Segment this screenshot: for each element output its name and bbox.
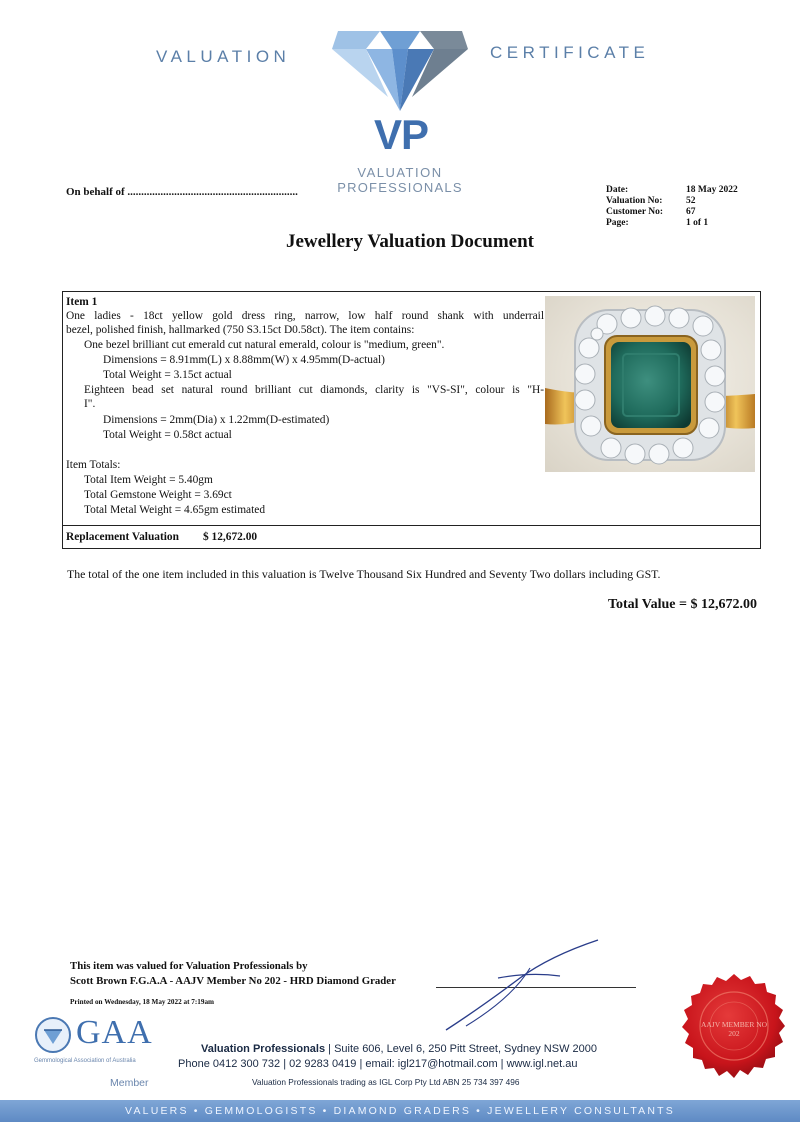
item-description-line2: bezel, polished finish, hallmarked (750 S3.15ct D0.58ct). The item contains: [66,324,415,336]
printed-on: Printed on Wednesday, 18 May 2022 at 7:19am [70,998,215,1006]
diamond-description-line2: I". [84,398,96,410]
header-certificate-word: CERTIFICATE [490,43,650,62]
gaa-globe-icon [34,1016,72,1054]
meta-values [686,185,738,229]
emerald-weight: Total Weight = 3.15ct actual [103,369,232,381]
footer-street: | Suite 606, Level 6, 250 Pitt Street, Sydney NSW 2000 [325,1043,597,1055]
customer-no-value: 67 [686,207,696,217]
emerald-description: One bezel brilliant cut emerald cut natural emerald, colour is "medium, green". [84,339,445,351]
footer-band: VALUERS • GEMMOLOGISTS • DIAMOND GRADERS • JEWELLERY CONSULTANTS [0,1100,800,1122]
total-item-weight: Total Item Weight = 5.40gm [84,474,213,486]
emerald-ring-image [545,296,755,472]
vp-diamond-logo-icon [328,27,472,115]
gaa-letters: GAA [76,1014,153,1051]
item-box [62,291,761,549]
valuation-no-label: Valuation No: [606,196,663,206]
on-behalf-of: On behalf of .............................................................. [66,186,298,198]
header-valuation-word: VALUATION [156,47,291,66]
customer-no-label: Customer No: [606,207,664,217]
diamond-weight: Total Weight = 0.58ct actual [103,429,232,441]
diamond-dimensions: Dimensions = 2mm(Dia) x 1.22mm(D-estimated) [103,414,330,426]
emerald-dimensions: Dimensions = 8.91mm(L) x 8.88mm(W) x 4.95mm(D-actual) [103,354,385,366]
ring-photo [545,296,755,472]
gaa-member: Member [110,1077,149,1089]
vp-logo-line2: PROFESSIONALS [337,180,463,195]
signoff-line2: Scott Brown F.G.A.A - AAJV Member No 202 - HRD Diamond Grader [70,975,396,987]
item-heading: Item 1 [66,296,98,308]
valuation-no-value: 52 [686,196,696,206]
vp-logo-line1: VALUATION [357,165,443,180]
page-label: Page: [606,218,629,228]
meta-labels [606,185,663,229]
footer-address [201,1043,597,1055]
total-metal-weight: Total Metal Weight = 4.65gm estimated [84,504,266,516]
seal-text: AAJV MEMBER NO 202 [700,1020,768,1038]
footer-contacts: Phone 0412 300 732 | 02 9283 0419 | email: igl217@hotmail.com | www.igl.net.au [178,1058,578,1070]
gaa-subtitle: Gemmological Association of Australia [34,1058,136,1064]
page-value: 1 of 1 [686,218,709,228]
signoff-line1: This item was valued for Valuation Professionals by [70,960,308,972]
date-value: 18 May 2022 [686,185,738,195]
replacement-valuation-label: Replacement Valuation [66,531,179,543]
total-value: Total Value = $ 12,672.00 [607,597,757,612]
summary-text: The total of the one item included in this valuation is Twelve Thousand Six Hundred and Seventy Two dollars including GST. [67,567,661,581]
vp-logo-letters: VP [373,111,429,158]
footer-company-name: Valuation Professionals [201,1043,326,1055]
handwritten-signature-icon [440,938,610,1038]
item-description-line1: One ladies - 18ct yellow gold dress ring, narrow, low half round shank with underrail [66,310,544,322]
replacement-valuation-value: $ 12,672.00 [203,531,258,543]
document-title: Jewellery Valuation Document [285,231,535,252]
total-gemstone-weight: Total Gemstone Weight = 3.69ct [84,489,232,501]
diamond-description-line1: Eighteen bead set natural round brilliant cut diamonds, clarity is "VS-SI", colour is "H- [84,384,544,396]
date-label: Date: [606,185,629,195]
divider [63,525,760,526]
footer-trading: Valuation Professionals trading as IGL Corp Pty Ltd ABN 25 734 397 496 [252,1077,520,1087]
item-totals-heading: Item Totals: [66,459,121,471]
